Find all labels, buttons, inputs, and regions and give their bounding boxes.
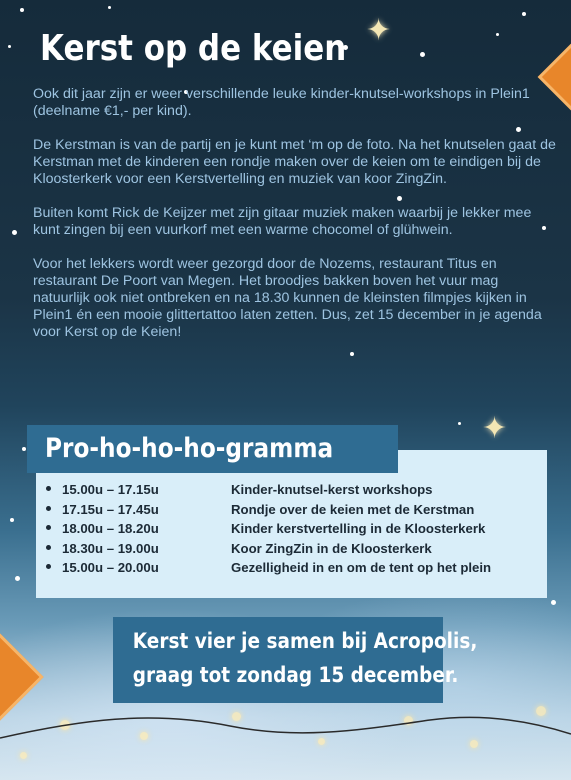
snow-dot	[22, 447, 26, 451]
sparkle-star-icon: ✦	[366, 14, 392, 47]
program-desc: Gezelligheid in en om de tent op het plein	[231, 560, 492, 575]
snow-dot	[108, 6, 111, 9]
closing-line: graag tot zondag 15 december.	[132, 663, 459, 687]
program-list	[40, 480, 540, 578]
program-item	[40, 519, 540, 539]
snow-dot	[496, 33, 499, 36]
bullet-dot-icon	[46, 525, 51, 530]
program-title	[27, 425, 398, 473]
program-time: 17.15u – 17.45u	[62, 501, 159, 517]
bullet-dot-icon	[46, 506, 51, 511]
program-desc: Rondje over de keien met de Kerstman	[231, 501, 475, 517]
snow-dot	[8, 45, 11, 48]
program-item	[40, 480, 540, 500]
intro-paragraph: De Kerstman is van de partij en je kunt met ‘m op de foto. Na het knutselen gaat de Kerstman met de kinderen een rondje maken over de keien om te eindigen bij de Kloosterkerk voor een Kerstvertelling en muziek van koor ZingZin.	[33, 137, 556, 187]
program-desc: Koor ZingZin in de Kloosterkerk	[231, 540, 432, 556]
sparkle-star-icon: ✦	[482, 412, 508, 445]
program-item	[40, 558, 540, 578]
snow-dot	[420, 52, 425, 57]
intro-paragraph: Ook dit jaar zijn er weer verschillende leuke kinder-knutsel-workshops in Plein1 (deelname €1,- per kind).	[33, 86, 530, 119]
program-title-text: Pro-ho-ho-ho-gramma	[45, 433, 334, 464]
program-time: 18.00u – 18.20u	[62, 521, 159, 536]
intro-paragraph: Buiten komt Rick de Keijzer met zijn gitaar muziek maken waarbij je lekker mee kunt zingen bij een vuurkorf met een warme chocomel of glühwein.	[33, 205, 532, 238]
program-time: 18.30u – 19.00u	[62, 540, 159, 556]
snow-dot	[551, 600, 556, 605]
program-item	[40, 539, 540, 559]
closing-message	[113, 617, 478, 703]
snow-dot	[522, 12, 526, 16]
intro-paragraph: Voor het lekkers wordt weer gezorgd door de Nozems, restaurant Titus en restaurant De Poort van Megen. Het broodjes bakken boven het vuur mag natuurlijk ook niet ontbreken en na 18.30 kunnen de kleinsten filmpjes kijken in Plein1 én een mooie glittertattoo laten zetten. Dus, zet 15 december in je agenda voor Kerst op de Keien!	[33, 256, 542, 340]
snow-dot	[458, 422, 461, 425]
program-time: 15.00u – 20.00u	[62, 560, 159, 575]
bullet-dot-icon	[46, 564, 51, 569]
program-desc: Kinder-knutsel-kerst workshops	[231, 482, 433, 497]
snow-dot	[12, 230, 17, 235]
bullet-dot-icon	[46, 486, 51, 491]
page-title: Kerst op de keien	[40, 28, 347, 69]
program-desc: Kinder kerstvertelling in de Kloosterkerk	[231, 521, 486, 536]
program-time: 15.00u – 17.15u	[62, 482, 159, 497]
snow-dot	[10, 518, 14, 522]
closing-line: Kerst vier je samen bij Acropolis,	[132, 629, 478, 653]
program-item	[40, 500, 540, 520]
snow-dot	[20, 8, 24, 12]
snow-dot	[15, 576, 20, 581]
intro-text	[33, 86, 558, 358]
bullet-dot-icon	[46, 545, 51, 550]
